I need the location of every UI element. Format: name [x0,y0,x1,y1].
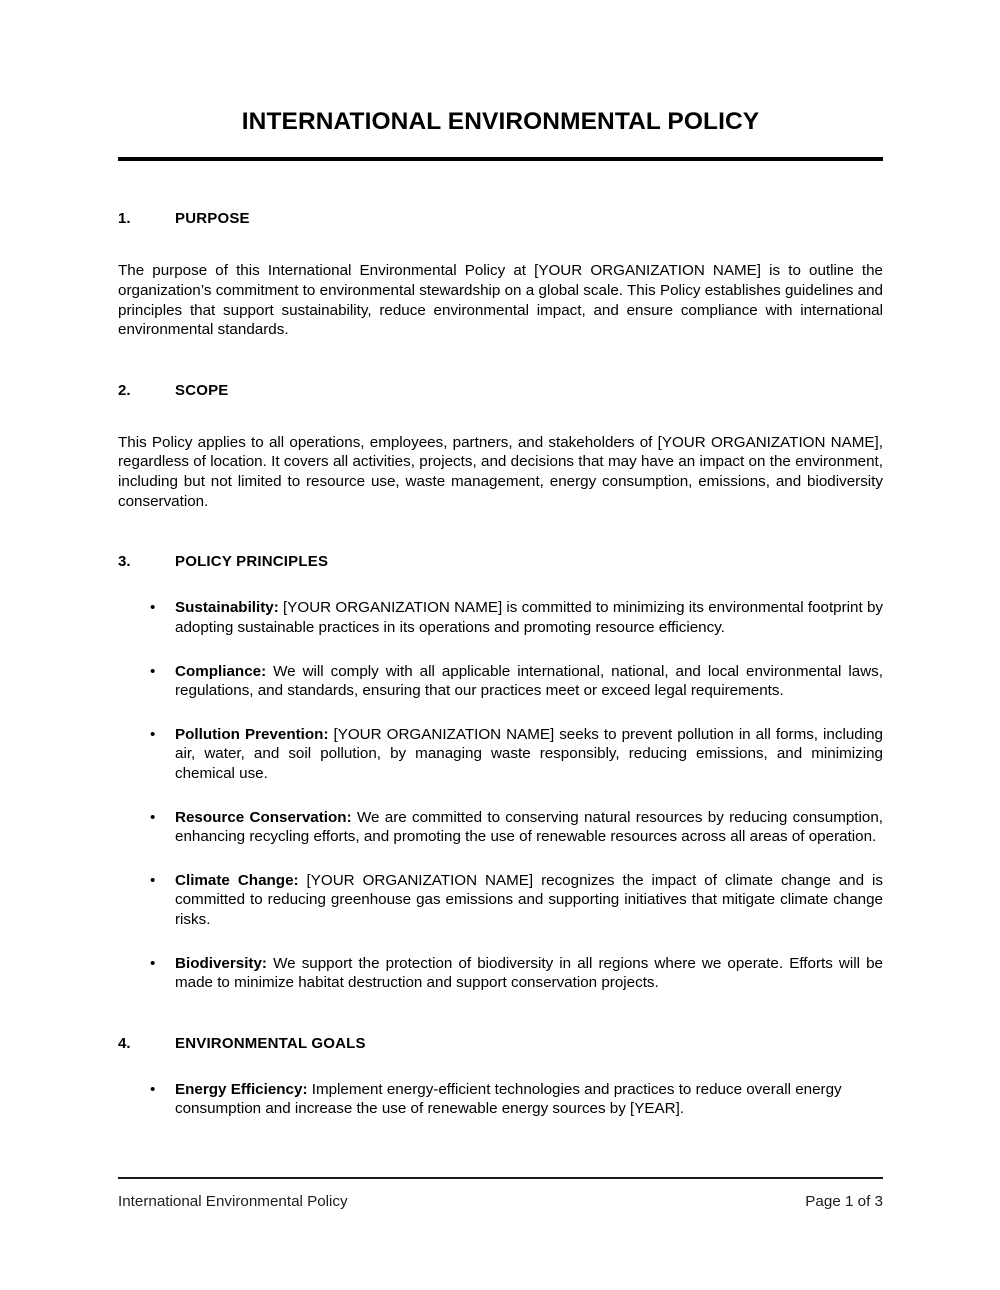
section-heading [118,210,883,228]
section-purpose [118,210,883,339]
spacer [118,400,883,433]
list-item-lead-in: Compliance: [175,662,267,680]
section-number: 3. [118,553,131,571]
list-item [118,954,883,993]
spacer [118,161,883,210]
list-item-text: [YOUR ORGANIZATION NAME] recognizes the impact of climate change and is committed to reducing greenhouse gas emissions and supporting initiatives that mitigate climate change risks. [175,871,883,929]
spacer [118,571,883,598]
footer-page-number: Page 1 of 3 [805,1193,883,1210]
bullet-icon: • [150,662,156,680]
spacer [118,993,883,1035]
section-heading [118,382,883,400]
spacer [118,1053,883,1080]
list-item-lead-in: Sustainability: [175,599,279,617]
section-paragraph: This Policy applies to all operations, employees, partners, and stakeholders of [YOUR ORGANIZATION NAME], regardless of location. It covers all activities, projects, and decisions that may have an impact on the environment, including but not limited to resource use, waste management, energy consumption, emissions, and biodiversity conservation. [118,433,883,510]
footer-row [118,1192,883,1211]
spacer [118,784,883,808]
list-item-text: [YOUR ORGANIZATION NAME] seeks to prevent pollution in all forms, including air, water, and soil pollution, by managing waste responsibly, reducing emissions, and minimizing chemical use. [175,725,883,782]
section-number: 1. [118,210,131,228]
bullet-icon: • [150,599,156,617]
list-item-text: [YOUR ORGANIZATION NAME] is committed to minimizing its environmental footprint by adopting sustainable practices in its operations and promoting resource efficiency. [175,599,883,636]
list-item-lead-in: Biodiversity: [175,954,267,972]
environmental-goals-list [118,1080,883,1119]
section-title: PURPOSE [175,210,250,228]
list-item [118,871,883,930]
section-title: POLICY PRINCIPLES [175,553,329,571]
spacer [118,511,883,553]
section-heading [118,553,883,571]
list-item-text: We will comply with all applicable international, national, and local environmental laws, regulations, and standards, ensuring that our practices meet or exceed legal requirements. [175,662,883,700]
footer-document-name: International Environmental Policy [118,1193,348,1210]
bullet-icon: • [150,954,156,972]
spacer [118,340,883,382]
section-environmental-goals [118,1035,883,1119]
spacer [118,228,883,261]
spacer [118,930,883,954]
section-policy-principles [118,553,883,993]
list-item [118,725,883,784]
list-item-lead-in: Climate Change: [175,871,299,889]
section-number: 4. [118,1034,131,1052]
section-title: SCOPE [175,381,229,399]
footer-divider [118,1177,883,1179]
policy-principles-list [118,598,883,993]
list-item-text: Implement energy-efficient technologies and practices to reduce overall energy consumption and increase the use of renewable energy sources by [YEAR]. [175,1080,842,1118]
section-title: ENVIRONMENTAL GOALS [175,1034,366,1052]
list-item-lead-in: Pollution Prevention: [175,725,329,743]
section-heading [118,1035,883,1053]
page-footer [118,1177,883,1211]
list-item [118,808,883,847]
list-item [118,598,883,637]
spacer [118,701,883,725]
bullet-icon: • [150,808,156,826]
list-item [118,662,883,701]
page-title: INTERNATIONAL ENVIRONMENTAL POLICY [241,108,760,135]
section-paragraph: The purpose of this International Environmental Policy at [YOUR ORGANIZATION NAME] is to outline the organization’s commitment to environmental stewardship on a global scale. This Policy establishes guidelines and principles that support sustainability, reduce environmental impact, and ensure compliance with international environmental standards. [118,262,883,339]
spacer [118,847,883,871]
list-item-lead-in: Energy Efficiency: [175,1080,308,1098]
list-item-lead-in: Resource Conservation: [175,808,352,826]
section-number: 2. [118,381,131,399]
spacer [118,638,883,662]
bullet-icon: • [150,1080,156,1098]
section-scope [118,382,883,511]
document-body [118,0,883,1119]
list-item-text: We are committed to conserving natural resources by reducing consumption, enhancing recycling efforts, and promoting the use of renewable resources across all areas of operation. [175,808,884,846]
list-item [118,1080,883,1119]
bullet-icon: • [150,871,156,889]
bullet-icon: • [150,725,156,743]
list-item-text: We support the protection of biodiversity in all regions where we operate. Efforts will be made to minimize habitat destruction and support conservation projects. [175,954,883,992]
